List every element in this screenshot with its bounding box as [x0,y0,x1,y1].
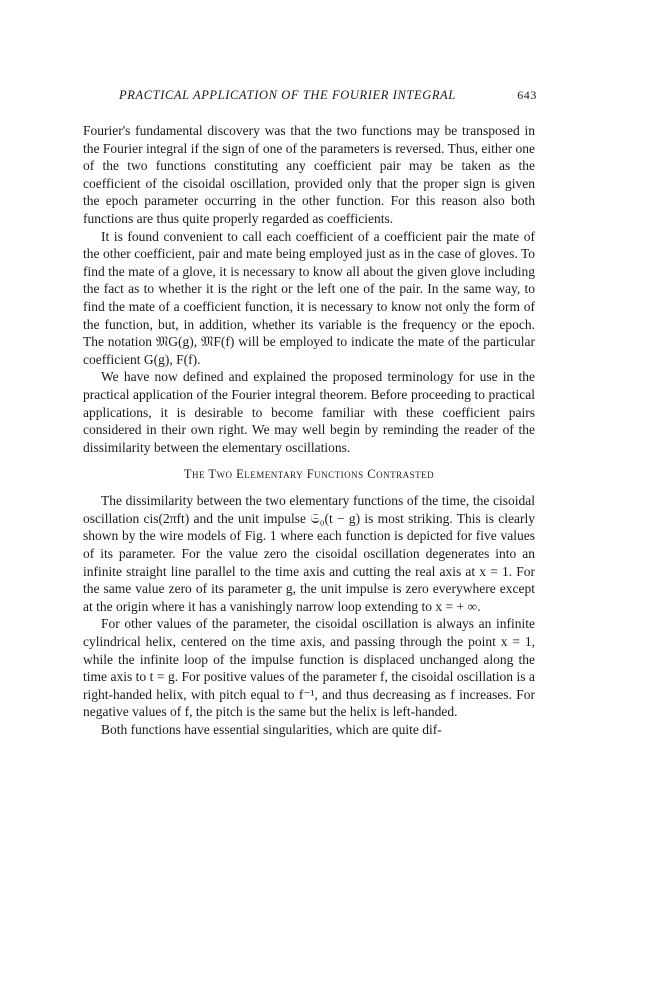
section-heading: The Two Elementary Functions Contrasted [183,467,435,482]
page-number: 643 [517,88,537,102]
running-head [83,88,535,106]
paragraph: For other values of the parameter, the cisoidal oscillation is always an infinite cylindrical helix, centered on the time axis, and passing through the point x = 1, while the infinite loop of the impulse function is displaced unchanged along the time axis to t = g. For positive values of the parameter f, the cisoidal oscillation is a right-handed helix, with pitch equal to f⁻¹, and thus decreasing as f increases. For negative values of f, the pitch is the same but the helix is left-handed. [83,616,535,720]
running-title: PRACTICAL APPLICATION OF THE FOURIER INTEGRAL [119,88,456,102]
paragraph: We have now defined and explained the proposed terminology for use in the practical application of the Fourier integral theorem. Before proceeding to practical applications, it is desirable to become familiar with these coefficient pairs considered in their own right. We may well begin by reminding the reader of the dissimilarity between the elementary oscillations. [83,369,535,455]
paragraph: Fourier's fundamental discovery was that the two functions may be transposed in the Fourier integral if the sign of one of the parameters is reversed. Thus, either one of the two functions constituting any coefficient pair may be taken as the coefficient of the cisoidal oscillation, provided only that the proper sign is given the epoch parameter occurring in the other function. For this reason also both functions are thus quite properly regarded as coefficients. [83,123,535,226]
document-page [83,88,535,739]
paragraph: It is found convenient to call each coefficient of a coefficient pair the mate of the other coefficient, pair and mate being employed just as in the case of gloves. To find the mate of a glove, it is necessary to know all about the given glove including the fact as to whether it is the right or the left one of the pair. In the same way, to find the mate of a coefficient function, it is necessary to know not only the form of the function, but, in addition, whether its variable is the frequency or the epoch. The notation 𝔐G(g), 𝔐F(f) will be employed to indicate the mate of the particular coefficient G(g), F(f). [83,228,535,367]
paragraph: The dissimilarity between the two elementary functions of the time, the cisoidal oscillation cis(2πft) and the unit impulse 𝔖₀(t − g) is most striking. This is clearly shown by the wire models of Fig. 1 where each function is depicted for five values of its parameter. For the value zero the cisoidal oscillation degenerates into an infinite straight line parallel to the time axis and cutting the real axis at x = 1. For the same value zero of its parameter g, the unit impulse is zero everywhere except at the origin where it has a vanishingly narrow loop extending to x = + ∞. [83,493,535,614]
paragraph: Both functions have essential singularities, which are quite dif- [101,722,442,737]
